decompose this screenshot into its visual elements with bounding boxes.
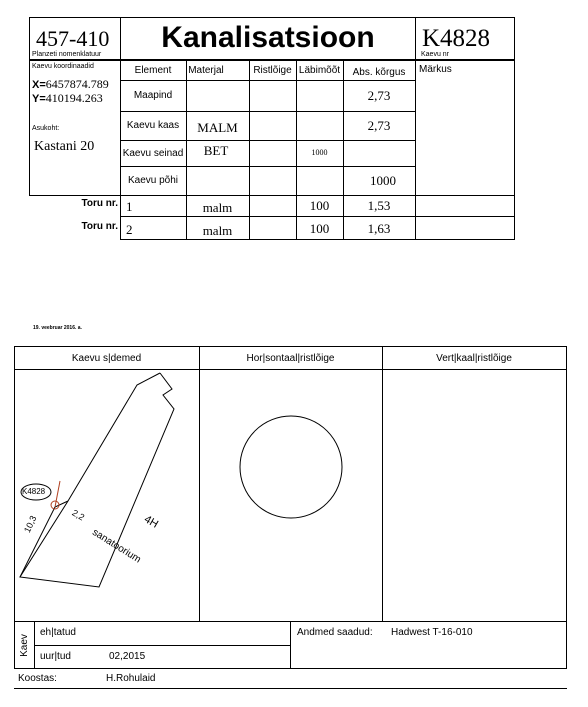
col-header-element: Element <box>134 64 172 76</box>
element-cell: Kaevu seinad <box>122 147 184 159</box>
x-value: 6457874.789 <box>45 77 109 91</box>
material-cell: MALM <box>197 119 238 135</box>
built-label: eh|tatud <box>40 627 76 638</box>
element-cell: Kaevu põhi <box>127 175 179 186</box>
y-coordinate <box>32 91 103 106</box>
col-header-cross: Ristlõige <box>253 64 292 76</box>
col-header-remarks: Märkus <box>419 64 452 75</box>
horizontal-section <box>199 369 382 621</box>
surveyed-value: 02,2015 <box>109 651 146 662</box>
address-label: Asukoht: <box>32 125 60 132</box>
x-label: X= <box>32 79 46 91</box>
author-value: H.Rohulaid <box>106 673 156 684</box>
y-value: 410194.263 <box>45 91 103 105</box>
well-number-label: Kaevu nr <box>421 51 450 58</box>
pipe-material: malm <box>202 199 233 215</box>
building-floors: 4H <box>141 513 161 531</box>
element-cell: Maapind <box>133 90 173 101</box>
height-cell: 2,73 <box>367 117 391 133</box>
height-cell: 1000 <box>370 172 396 188</box>
col-header-diameter: Läbimõõt <box>298 64 341 76</box>
col-title-vertical: Vert|kaal|ristlõige <box>436 352 512 364</box>
building-label: sanatoorium <box>90 527 143 566</box>
col-title-horizontal: Hor|sontaal|ristlõige <box>246 352 335 364</box>
building-outline <box>20 373 174 587</box>
y-label: Y= <box>32 93 46 105</box>
pipe-label: Toru nr. <box>81 198 118 209</box>
col-title-schema: Kaevu s|demed <box>71 352 142 364</box>
pipe-diameter: 100 <box>309 220 330 236</box>
material-cell: BET <box>203 143 229 158</box>
diameter-cell: 1000 <box>311 147 328 157</box>
source-label: Andmed saadud: <box>297 627 373 638</box>
height-cell: 2,73 <box>367 87 391 103</box>
page-title: Kanalisatsioon <box>161 21 375 54</box>
address-value: Kastani 20 <box>34 139 95 154</box>
well-tag: K4828 <box>22 487 46 496</box>
coords-label: Kaevu koordinaadid <box>32 63 94 70</box>
pipe-material: malm <box>202 222 233 238</box>
author-label: Koostas: <box>18 673 57 684</box>
surveyed-label: uur|tud <box>40 651 71 662</box>
dimension-label: 2,2 <box>70 507 87 523</box>
pipe-nr: 2 <box>126 222 133 237</box>
pipe-height: 1,63 <box>367 220 391 236</box>
col-header-height: Abs. kõrgus <box>352 66 406 78</box>
date-text: 19. veebruar 2016. a. <box>33 325 82 331</box>
well-number: K4828 <box>422 25 491 52</box>
well-circle <box>240 416 342 518</box>
source-value: Hadwest T-16-010 <box>391 627 473 638</box>
pipe-nr: 1 <box>126 199 133 214</box>
element-cell: Kaevu kaas <box>126 120 180 131</box>
pipe-diameter: 100 <box>309 198 330 213</box>
pipe-height: 1,53 <box>367 198 391 213</box>
dimension-label: 10,3 <box>22 514 39 535</box>
x-coordinate <box>32 77 109 92</box>
nomenclature-value: 457-410 <box>36 26 110 51</box>
kaev-label: Kaev <box>18 633 30 657</box>
nomenclature-label: Planzeti nomenklatuur <box>32 51 102 58</box>
col-header-material: Materjal <box>188 64 224 76</box>
pipe-label: Toru nr. <box>81 221 118 232</box>
kaev-label-box <box>14 622 34 668</box>
pipe-arrow <box>55 481 60 507</box>
